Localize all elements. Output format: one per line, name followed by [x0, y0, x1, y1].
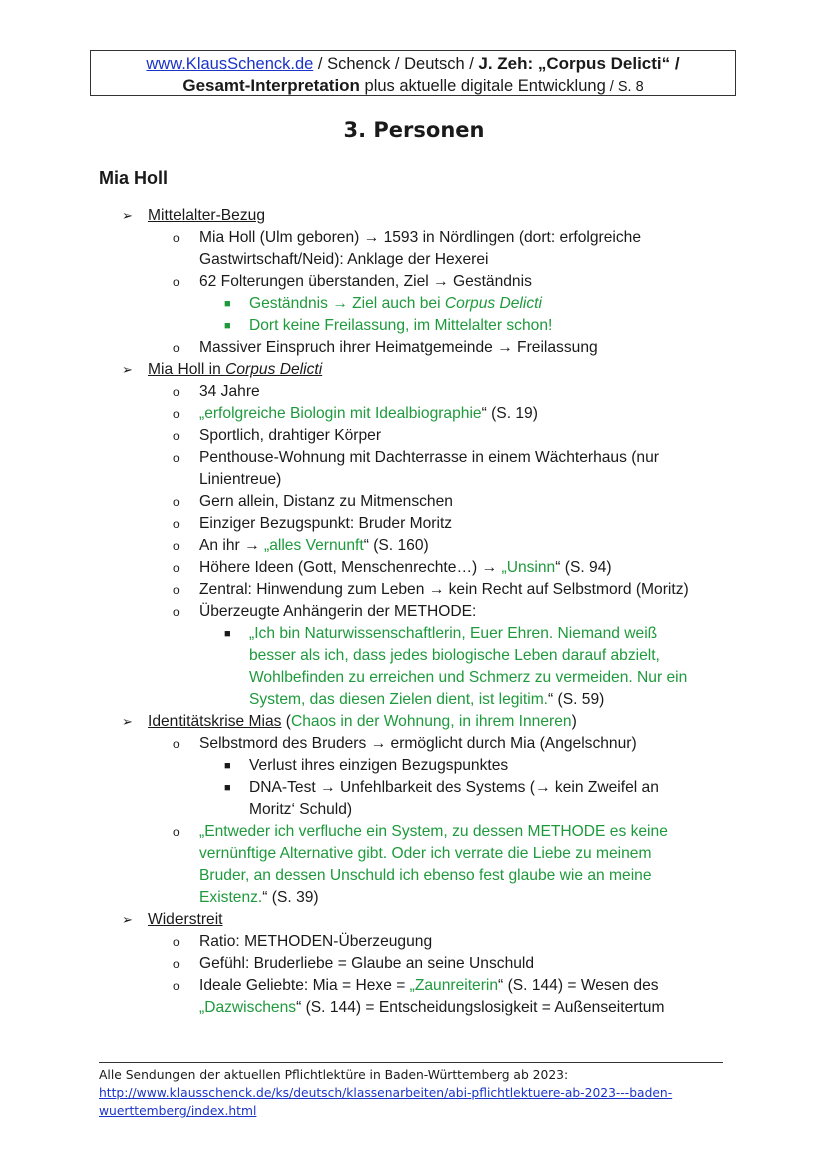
- circle-bullet-icon: o: [173, 495, 180, 509]
- circle-bullet-icon: o: [173, 451, 180, 465]
- circle-bullet-icon: o: [173, 429, 180, 443]
- list-item: o Überzeugte Anhängerin der METHODE:: [0, 601, 828, 623]
- arrow-bullet-icon: ➢: [122, 714, 133, 729]
- list-item: ■ „Ich bin Naturwissenschaftlerin, Euer Ehren. Niemand weiß: [0, 623, 828, 645]
- circle-bullet-icon: o: [173, 231, 180, 245]
- header-subtitle: Gesamt-Interpretation: [182, 76, 360, 95]
- list-item: o Zentral: Hinwendung zum Leben → kein Recht auf Selbstmord (Moritz): [0, 579, 828, 601]
- list-item-cont: Bruder, an dessen Unschuld ich ebenso fest glaube wie an meine: [199, 867, 652, 884]
- list-item: ■ Verlust ihres einzigen Bezugspunktes: [0, 755, 828, 777]
- header-path: / Schenck / Deutsch /: [313, 55, 479, 73]
- list-item: o An ihr → „alles Vernunft“ (S. 160): [0, 535, 828, 557]
- footer-link[interactable]: http://www.klausschenck.de/ks/deutsch/klassenarbeiten/abi-pflichtlektuere-ab-2023---baden-: [99, 1086, 673, 1100]
- page-header: [90, 50, 736, 96]
- footer-divider: [99, 1062, 723, 1063]
- section-title: 3. Personen: [343, 118, 485, 142]
- list-item: o 62 Folterungen überstanden, Ziel → Geständnis: [0, 271, 828, 293]
- list-item: ➢ Widerstreit: [0, 909, 828, 931]
- list-item: ➢ Mittelalter-Bezug: [0, 205, 828, 227]
- circle-bullet-icon: o: [173, 605, 180, 619]
- square-bullet-icon: ■: [224, 298, 231, 310]
- circle-bullet-icon: o: [173, 825, 180, 839]
- arrow-bullet-icon: ➢: [122, 362, 133, 377]
- list-item: o Penthouse-Wohnung mit Dachterrasse in einem Wächterhaus (nur: [0, 447, 828, 469]
- footer-link-cont[interactable]: wuerttemberg/index.html: [99, 1104, 257, 1118]
- list-item: ■ DNA-Test → Unfehlbarkeit des Systems (→ kein Zweifel an: [0, 777, 828, 799]
- circle-bullet-icon: o: [173, 957, 180, 971]
- list-item: o Gefühl: Bruderliebe = Glaube an seine Unschuld: [0, 953, 828, 975]
- arrow-bullet-icon: ➢: [122, 912, 133, 927]
- square-bullet-icon: ■: [224, 320, 231, 332]
- circle-bullet-icon: o: [173, 275, 180, 289]
- list-item: o 34 Jahre: [0, 381, 828, 403]
- circle-bullet-icon: o: [173, 583, 180, 597]
- list-item: ➢ Mia Holl in Corpus Delicti: [0, 359, 828, 381]
- list-item: o „Entweder ich verfluche ein System, zu dessen METHODE es keine: [0, 821, 828, 843]
- circle-bullet-icon: o: [173, 539, 180, 553]
- list-item-cont: Wohlbefinden zu erreichen und Schmerz zu vermeiden. Nur ein: [249, 669, 688, 686]
- arrow-bullet-icon: ➢: [122, 208, 133, 223]
- circle-bullet-icon: o: [173, 737, 180, 751]
- circle-bullet-icon: o: [173, 341, 180, 355]
- circle-bullet-icon: o: [173, 517, 180, 531]
- list-item: o „erfolgreiche Biologin mit Idealbiographie“ (S. 19): [0, 403, 828, 425]
- content-list: [0, 205, 828, 1019]
- list-item: o Höhere Ideen (Gott, Menschenrechte…) → „Unsinn“ (S. 94): [0, 557, 828, 579]
- list-item: o Ideale Geliebte: Mia = Hexe = „Zaunreiterin“ (S. 144) = Wesen des: [0, 975, 828, 997]
- list-item: o Mia Holl (Ulm geboren) → 1593 in Nördlingen (dort: erfolgreiche: [0, 227, 828, 249]
- list-item: ■ Geständnis → Ziel auch bei Corpus Delicti: [0, 293, 828, 315]
- page-footer: [99, 1066, 739, 1120]
- list-item: ➢ Identitätskrise Mias (Chaos in der Wohnung, in ihrem Inneren): [0, 711, 828, 733]
- list-item: o Sportlich, drahtiger Körper: [0, 425, 828, 447]
- circle-bullet-icon: o: [173, 979, 180, 993]
- list-item: o Selbstmord des Bruders → ermöglicht durch Mia (Angelschnur): [0, 733, 828, 755]
- list-item-cont: Existenz.“ (S. 39): [199, 889, 319, 906]
- list-item: o Gern allein, Distanz zu Mitmenschen: [0, 491, 828, 513]
- list-item: ■ Dort keine Freilassung, im Mittelalter schon!: [0, 315, 828, 337]
- circle-bullet-icon: o: [173, 935, 180, 949]
- list-item-cont: vernünftige Alternative gibt. Oder ich verrate die Liebe zu meinem: [199, 845, 652, 862]
- list-item-cont: Moritz‘ Schuld): [249, 801, 353, 818]
- header-title: J. Zeh: „Corpus Delicti“ /: [478, 54, 680, 73]
- list-item-cont: besser als ich, dass jedes biologische Leben darauf abzielt,: [249, 647, 660, 664]
- circle-bullet-icon: o: [173, 561, 180, 575]
- circle-bullet-icon: o: [173, 385, 180, 399]
- list-item-cont: System, das diesen Zielen dient, ist legitim.“ (S. 59): [249, 691, 605, 708]
- list-item: o Massiver Einspruch ihrer Heimatgemeinde → Freilassung: [0, 337, 828, 359]
- list-item-cont: Linientreue): [199, 471, 282, 488]
- list-item: o Einziger Bezugspunkt: Bruder Moritz: [0, 513, 828, 535]
- footer-text: Alle Sendungen der aktuellen Pflichtlektüre in Baden-Württemberg ab 2023:: [99, 1068, 569, 1082]
- list-item: o Ratio: METHODEN-Überzeugung: [0, 931, 828, 953]
- square-bullet-icon: ■: [224, 628, 231, 640]
- site-link[interactable]: www.KlausSchenck.de: [146, 55, 314, 73]
- list-item-cont: „Dazwischens“ (S. 144) = Entscheidungslosigkeit = Außenseitertum: [199, 999, 665, 1016]
- list-item-cont: Gastwirtschaft/Neid): Anklage der Hexerei: [199, 251, 489, 268]
- square-bullet-icon: ■: [224, 760, 231, 772]
- header-page: / S. 8: [605, 79, 644, 95]
- circle-bullet-icon: o: [173, 407, 180, 421]
- square-bullet-icon: ■: [224, 782, 231, 794]
- person-heading: Mia Holl: [99, 168, 169, 188]
- header-subtitle-rest: plus aktuelle digitale Entwicklung: [359, 77, 606, 95]
